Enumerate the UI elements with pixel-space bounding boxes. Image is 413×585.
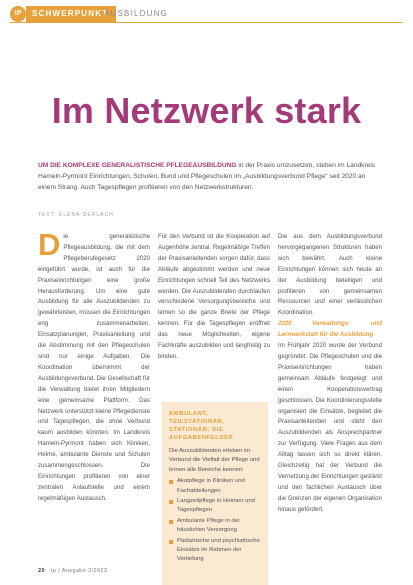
column-3-subhead: 2020 Verwaltungs- und Lernwerkstatt für die Ausbildung — [278, 320, 382, 339]
info-box — [162, 402, 268, 585]
square-bullet-icon — [169, 500, 173, 504]
column-3-text-1: Die aus dem Ausbildungsverbund hervorgegangenen Strukturen haben sich bewährt. Auch kleine Einrichtungen können sich heute an der Ausbildung beteiligen und profitieren von gemeinsamen Ressourcen und einer verlässlichen Koordination. — [278, 233, 382, 317]
lead-kicker: UM DIE KOMPLEXE GENERALISTISCHE PFLEGEAUSBILDUNG — [38, 162, 237, 169]
info-box-title: AMBULANT, TEILSTATIONÄR, STATIONÄR: DIE AUFGABENFELDER — [169, 411, 234, 441]
section-header — [0, 0, 413, 28]
list-item: Langzeitpflege in Heimen und Tagespflegen — [169, 497, 261, 516]
column-1-text: ie generalistische Pflegeausbildung, die mit dem Pflegeberufegesetz 2020 eingeführt wurde, ist auch für die Praxiseinrichtungen eine große Herausforderung. Um eine gute Ausbildung für alle Auszubildenden zu gewährleisten, müssen die Einrichtungen eng zusammenarbeiten. Einsatzplanungen, Praxisanleitung und die Abstimmung mit den Pflegeschulen sind nur einige Aufgaben. Die Koordination übernimmt der Ausbildungsverbund. Die Gesellschaft für die Verwaltung bietet ihren Mitgliedern eine gemeinsame Plattform. Das Netzwerk unterstützt kleine Pflegedienste und Tagespflegen, die ohne Verbund kaum ausbilden könnten. Im Landkreis Hameln-Pyrmont haben sich Kliniken, Heime, ambulante Dienste und Schulen zusammengeschlossen. Die Einrichtungen profitieren von einer zentralen Anlaufstelle und einem regelmäßigen Austausch. — [38, 233, 150, 502]
section-label: SCHWERPUNKT — [26, 6, 116, 22]
column-2-text: Für den Verbund ist die Kooperation auf Augenhöhe zentral. Regelmäßige Treffen der Praxisanleitenden sorgen dafür, dass Abläufe abgestimmt werden und neue Einrichtungen schnell Teil des Netzwerks werden. Die Auszubildenden durchlaufen verschiedene Versorgungsbereiche und lernen so die ganze Breite der Pflege kennen. Für die Tagespflegen eröffnet das neue Möglichkeiten, eigene Fachkräfte auszubilden und langfristig zu binden. — [158, 233, 270, 360]
subsection-label: AUSBILDUNG — [104, 9, 169, 18]
publication-info: tp | Ausgabe 2/2023 — [50, 568, 108, 574]
square-bullet-icon — [169, 480, 173, 484]
page-number: 20 — [38, 568, 45, 574]
lead-text: in der Praxis umzusetzen, stehen im Landkreis Hameln-Pyrmont Einrichtungen, Schulen, Bund und Pflegeschulen im „Ausbildungsverbund Pflege“ seit 2020 an einem Strang. Auch Tagespflegen profitieren von den Netzwerkstrukturen. — [38, 162, 376, 191]
column-3-text-2: Im Frühjahr 2020 wurde der Verbund gegründet. Die Pflegeschulen und die Praxiseinrichtungen haben gemeinsam Abläufe festgelegt und einen Kooperationsvertrag geschlossen. Die Koordinierungsstelle organisiert die Einsätze, begleitet die Praxisanleitenden und steht den Auszubildenden als Ansprechpartner zur Verfügung. Viele Fragen aus dem Alltag lassen sich so direkt klären. Gleichzeitig hat der Verbund die Vernetzung der Einrichtungen gestärkt und den fachlichen Austausch über die Grenzen der eigenen Organisation hinaus gefördert. — [278, 342, 382, 513]
body-column-2 — [158, 232, 270, 363]
article-headline: Im Netzwerk stark — [51, 90, 362, 131]
body-column-1 — [38, 227, 150, 505]
list-item: Ambulante Pflege in der häuslichen Versorgung — [169, 517, 261, 536]
info-box-list — [169, 477, 261, 565]
body-column-3 — [278, 232, 382, 516]
header-divider — [10, 22, 403, 23]
article-lead — [38, 160, 378, 193]
drop-cap: D — [38, 227, 61, 262]
square-bullet-icon — [169, 520, 173, 524]
magazine-logo-icon: tP — [10, 6, 26, 22]
info-box-intro: Die Auszubildenden erleben im Verbund die Vielfalt der Pflege und lernen alle Bereiche kennen: — [169, 448, 260, 473]
list-item: Pädiatrische und psychiatrische Einsätze im Rahmen der Vertiefung — [169, 537, 261, 565]
square-bullet-icon — [169, 540, 173, 544]
list-item: Akutpflege in Kliniken und Fachabteilungen — [169, 477, 261, 496]
author-byline: TEXT: ELENA GERLACH — [38, 212, 114, 218]
page-footer — [38, 568, 107, 574]
